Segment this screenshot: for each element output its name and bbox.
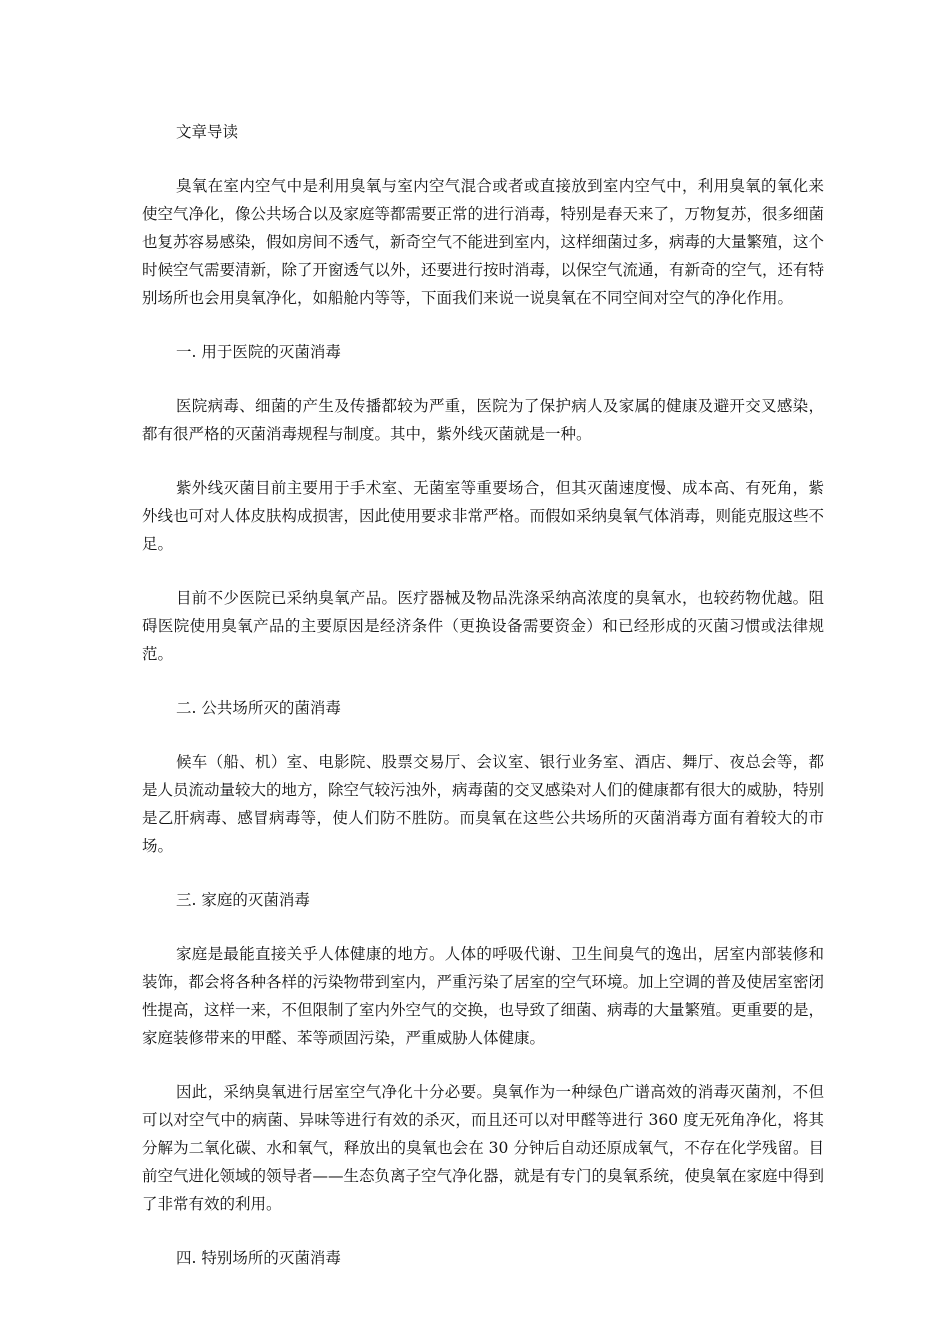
spacer [142, 312, 824, 338]
intro-paragraph: 臭氧在室内空气中是利用臭氧与室内空气混合或者或直接放到室内空气中，利用臭氧的氧化来使空气净化，像公共场合以及家庭等都需要正常的进行消毒，特别是春天来了，万物复苏，很多细菌也复苏容易感染，假如房间不透气，新奇空气不能进到室内，这样细菌过多，病毒的大量繁殖，这个时候空气需要清新，除了开窗透气以外，还要进行按时消毒，以保空气流通，有新奇的空气，还有特别场所也会用臭氧净化，如船舱内等等，下面我们来说一说臭氧在不同空间对空气的净化作用。 [142, 177, 825, 307]
spacer [142, 914, 824, 940]
spacer [142, 1052, 824, 1078]
spacer [142, 1218, 824, 1244]
spacer [142, 448, 824, 474]
section-heading-hospital: 一. 用于医院的灭菌消毒 [176, 343, 341, 361]
spacer [142, 146, 824, 172]
section-paragraph: 家庭是最能直接关乎人体健康的地方。人体的呼吸代谢、卫生间臭气的逸出，居室内部装修和装饰，都会将各种各样的污染物带到室内，严重污染了居室的空气环境。加上空调的普及使居室密闭性提高，这样一来，不但限制了室内外空气的交换，也导致了细菌、病毒的大量繁殖。更重要的是，家庭装修带来的甲醛、苯等顽固污染，严重威胁人体健康。 [142, 945, 825, 1047]
spacer [142, 366, 824, 392]
spacer [142, 558, 824, 584]
section-paragraph: 目前不少医院已采纳臭氧产品。医疗器械及物品洗涤采纳高浓度的臭氧水，也较药物优越。阻碍医院使用臭氧产品的主要原因是经济条件（更换设备需要资金）和已经形成的灭菌习惯或法律规范。 [142, 589, 824, 663]
section-heading-home: 三. 家庭的灭菌消毒 [176, 891, 310, 909]
section-paragraph: 因此，采纳臭氧进行居室空气净化十分必要。臭氧作为一种绿色广谱高效的消毒灭菌剂，不但可以对空气中的病菌、异味等进行有效的杀灭，而且还可以对甲醛等进行 360 度无死角净化，将其分解为二氧化碳、水和氧气，释放出的臭氧也会在 30 分钟后自动还原成氧气，不存在化学残留。目前空气进化领域的领导者——生态负离子空气净化器，就是有专门的臭氧系统，使臭氧在家庭中得到了非常有效的利用。 [142, 1083, 825, 1213]
section-paragraph: 候车（船、机）室、电影院、股票交易厅、会议室、银行业务室、酒店、舞厅、夜总会等，都是人员流动量较大的地方，除空气较污浊外，病毒菌的交叉感染对人们的健康都有很大的威胁，特别是乙肝病毒、感冒病毒等，使人们防不胜防。而臭氧在这些公共场所的灭菌消毒方面有着较大的市场。 [142, 753, 825, 855]
section-paragraph: 医院病毒、细菌的产生及传播都较为严重，医院为了保护病人及家属的健康及避开交叉感染，都有很严格的灭菌消毒规程与制度。其中，紫外线灭菌就是一种。 [142, 397, 824, 443]
section-heading-special: 四. 特别场所的灭菌消毒 [176, 1249, 341, 1267]
document-page [142, 118, 824, 1272]
section-paragraph: 紫外线灭菌目前主要用于手术室、无菌室等重要场合，但其灭菌速度慢、成本高、有死角，紫外线也可对人体皮肤构成损害，因此使用要求非常严格。而假如采纳臭氧气体消毒，则能克服这些不足。 [142, 479, 825, 553]
intro-heading: 文章导读 [176, 123, 239, 141]
section-heading-public: 二. 公共场所灭的菌消毒 [176, 699, 341, 717]
spacer [142, 668, 824, 694]
spacer [142, 722, 824, 748]
spacer [142, 860, 824, 886]
